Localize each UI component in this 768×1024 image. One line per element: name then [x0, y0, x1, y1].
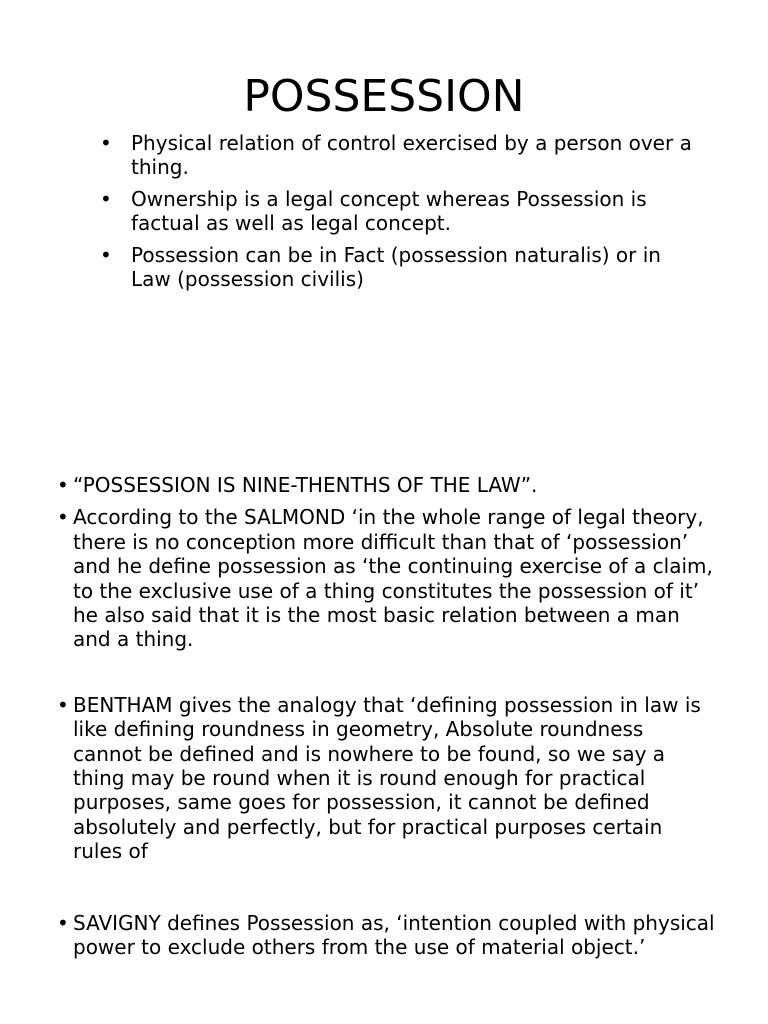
bullet-icon: • — [100, 243, 112, 267]
point-control: Physical relation of control exercised by a person over a thing. — [131, 131, 692, 179]
point-salmond: According to the SALMOND ‘in the whole range of legal theory, there is no conception more difficult than that of ‘possession’ and he define possession as ‘the continuing exercise of a claim, to the exclusive use of a thing constitutes the possession of it’ he also said that it is the most basic relation between a man and a thing. — [73, 505, 713, 652]
point-nine-tenths: “POSSESSION IS NINE-THENTHS OF THE LAW”. — [73, 473, 538, 497]
bullet-icon: • — [57, 910, 69, 935]
point-ownership: Ownership is a legal concept whereas Possession is factual as well as legal concept. — [131, 187, 647, 235]
bullet-icon: • — [100, 187, 112, 211]
bullet-icon: • — [57, 505, 69, 530]
list-item — [100, 187, 700, 235]
list-item — [57, 505, 717, 651]
definition-list — [100, 131, 700, 299]
list-item — [57, 473, 717, 497]
point-bentham: BENTHAM gives the analogy that ‘defining possession in law is like defining roundness in geometry, Absolute roundness cannot be defined and is nowhere to be found, so we say a thing may be round when it is round enough for practical purposes, same goes for possession, it cannot be defined absolutely and perfectly, but for practical purposes certain rules of — [73, 692, 701, 863]
bullet-icon: • — [57, 692, 69, 717]
list-item — [57, 693, 717, 863]
theories-list — [57, 473, 717, 960]
list-item — [100, 243, 700, 291]
list-item — [57, 911, 717, 960]
bullet-icon: • — [100, 131, 112, 155]
slide-title: POSSESSION — [243, 71, 525, 122]
point-fact-or-law: Possession can be in Fact (possession naturalis) or in Law (possession civilis) — [131, 243, 661, 291]
bullet-icon: • — [57, 473, 69, 497]
point-savigny: SAVIGNY defines Possession as, ‘intention coupled with physical power to exclude others from the use of material object.’ — [73, 910, 715, 960]
list-item — [100, 131, 700, 179]
